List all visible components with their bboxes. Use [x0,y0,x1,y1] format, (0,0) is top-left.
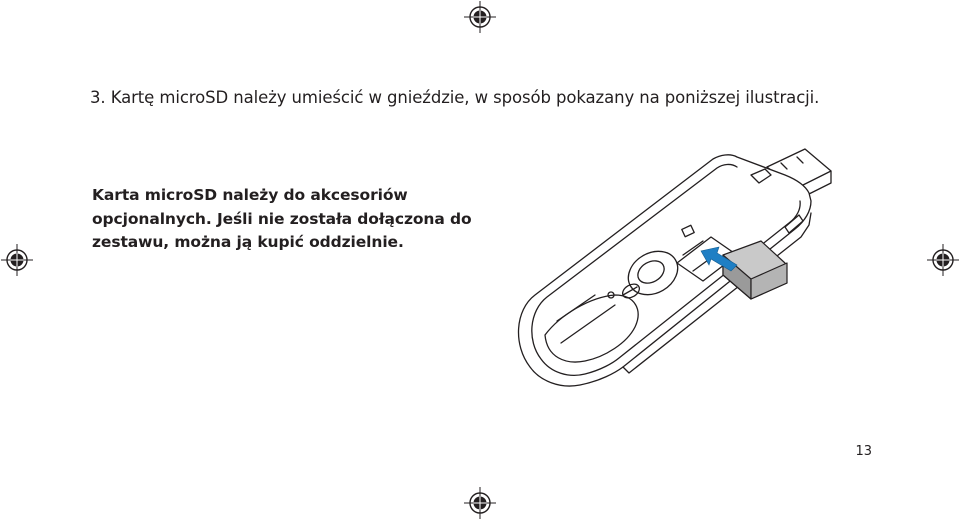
microsd-note: Karta microSD należy do akcesoriów opcjonalnych. Jeśli nie została dołączona do zestawu, można ją kupić oddzielnie. [92,186,472,251]
page-number: 13 [855,444,872,459]
registration-mark-icon [0,243,34,277]
registration-mark-icon [926,243,960,277]
usb-modem-illustration [505,145,835,395]
instruction-step: 3. Kartę microSD należy umieścić w gnieździe, w sposób pokazany na poniższej ilustracji. [90,88,820,107]
registration-mark-icon [463,0,497,34]
registration-mark-icon [463,486,497,520]
